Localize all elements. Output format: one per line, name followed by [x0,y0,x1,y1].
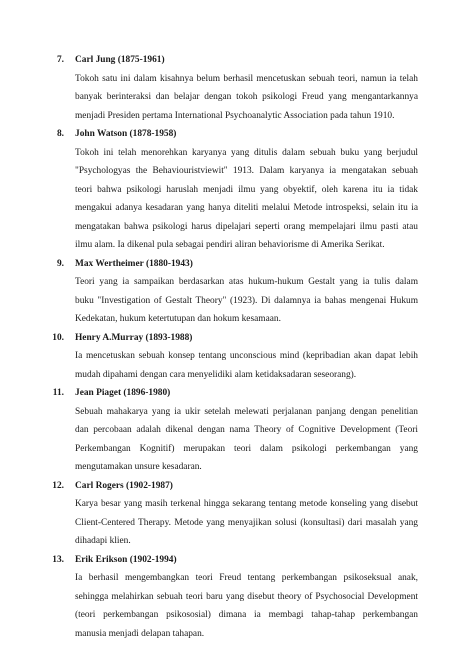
paragraph-line: mudah dipahami dengan cara menyelidiki alam ketidaksadaran seseorang). [75,369,357,380]
paragraph-line: Ia mencetuskan sebuah konsep tentang unconscious mind (kepribadian akan dapat lebih [75,351,418,361]
paragraph-line: Perkembangan Kognitif) merupakan teori dalam psikologi perkembangan yang [75,443,418,454]
paragraph-line: menjadi Presiden pertama International Psychoanalytic Association pada tahun 1910. [75,110,395,121]
paragraph-line: mengatakan bahwa psikologi harus dipelajari seperti orang mempelajari ilmu pasti atau [75,221,418,232]
item-number: 12. [52,480,64,491]
list-item [0,125,474,255]
paragraph-line: teori bahwa psikologi haruslah menjadi ilmu yang obyektif, oleh karena itu ia tidak [75,184,418,195]
item-title: Max Wertheimer (1880-1943) [75,258,193,269]
item-title: Jean Piaget (1896-1980) [75,388,171,398]
list-item [0,551,474,644]
paragraph-line: sehingga melahirkan sebuah teori baru yang disebut theory of Psychosocial Development [75,591,418,602]
paragraph-line: dihadapi klien. [75,536,131,546]
paragraph-line: ilmu alam. Ia dikenal pula sebagai pendiri aliran behaviorisme di Amerika Serikat. [75,240,385,250]
list-item [0,329,474,385]
paragraph-line: Tokoh satu ini dalam kisahnya belum berhasil mencetuskan sebuah teori, namun ia telah [75,73,418,84]
paragraph-line: mengakui adanya kesadaran yang hanya diteliti melalui Metode introspeksi, selain itu ia [75,203,418,213]
item-title: Erik Erikson (1902-1994) [75,554,177,565]
item-title: Henry A.Murray (1893-1988) [75,332,193,343]
list-item [0,255,474,329]
paragraph-line: Sebuah mahakarya yang ia ukir setelah melewati perjalanan panjang dengan penelitian [75,406,418,417]
item-number: 7. [56,55,64,65]
paragraph-line: Client-Centered Therapy. Metode yang menyajikan solusi (konsultasi) dari masalah yang [75,517,418,528]
paragraph-line: Teori yang ia sampaikan berdasarkan atas hukum-hukum Gestalt yang ia tulis dalam [75,277,418,287]
item-title: Carl Rogers (1902-1987) [75,480,173,491]
item-number: 13. [52,554,64,565]
item-number: 9. [56,258,64,269]
item-heading [0,551,474,570]
item-heading [0,255,474,274]
item-title: John Watson (1878-1958) [75,129,177,139]
list-item [0,477,474,551]
item-heading [0,51,474,70]
item-heading [0,125,474,144]
item-number: 10. [52,332,64,343]
paragraph-line: dan percobaan adalah dikenal dengan nama Theory of Cognitive Development (Teori [75,425,418,435]
paragraph-line: manusia menjadi delapan tahapan. [75,628,205,639]
paragraph-line: banyak berinteraksi dan belajar dengan tokoh psikologi Freud yang mengantarkannya [75,92,418,102]
list-item [0,51,474,125]
paragraph-line: mengutamakan unsure kesadaran. [75,462,202,472]
paragraph-line: Kedekatan, hukum ketertutupan dan hokum kesamaan. [75,314,281,324]
item-number: 11. [52,388,64,398]
paragraph-line: Ia berhasil mengembangkan teori Freud tentang perkembangan psikoseksual anak, [75,573,418,583]
paragraph-line: "Psychologyas the Behaviouristviewit" 1913. Dalam karyanya ia mengatakan sebuah [75,166,418,176]
paragraph-line: (teori perkembangan psikososial) dimana ia membagi tahap-tahap perkembangan [75,610,418,620]
item-heading [0,329,474,348]
paragraph-line: buku "Investigation of Gestalt Theory" (1923). Di dalamnya ia bahas mengenai Hukum [75,295,418,306]
item-heading [0,477,474,496]
item-heading [0,384,474,403]
paragraph-line: Karya besar yang masih terkenal hingga sekarang tentang metode konseling yang disebut [75,499,418,509]
item-title: Carl Jung (1875-1961) [75,55,165,65]
item-number: 8. [56,129,64,139]
list-item [0,384,474,477]
paragraph-line: Tokoh ini telah menorehkan karyanya yang ditulis dalam sebuah buku yang berjudul [75,147,418,158]
